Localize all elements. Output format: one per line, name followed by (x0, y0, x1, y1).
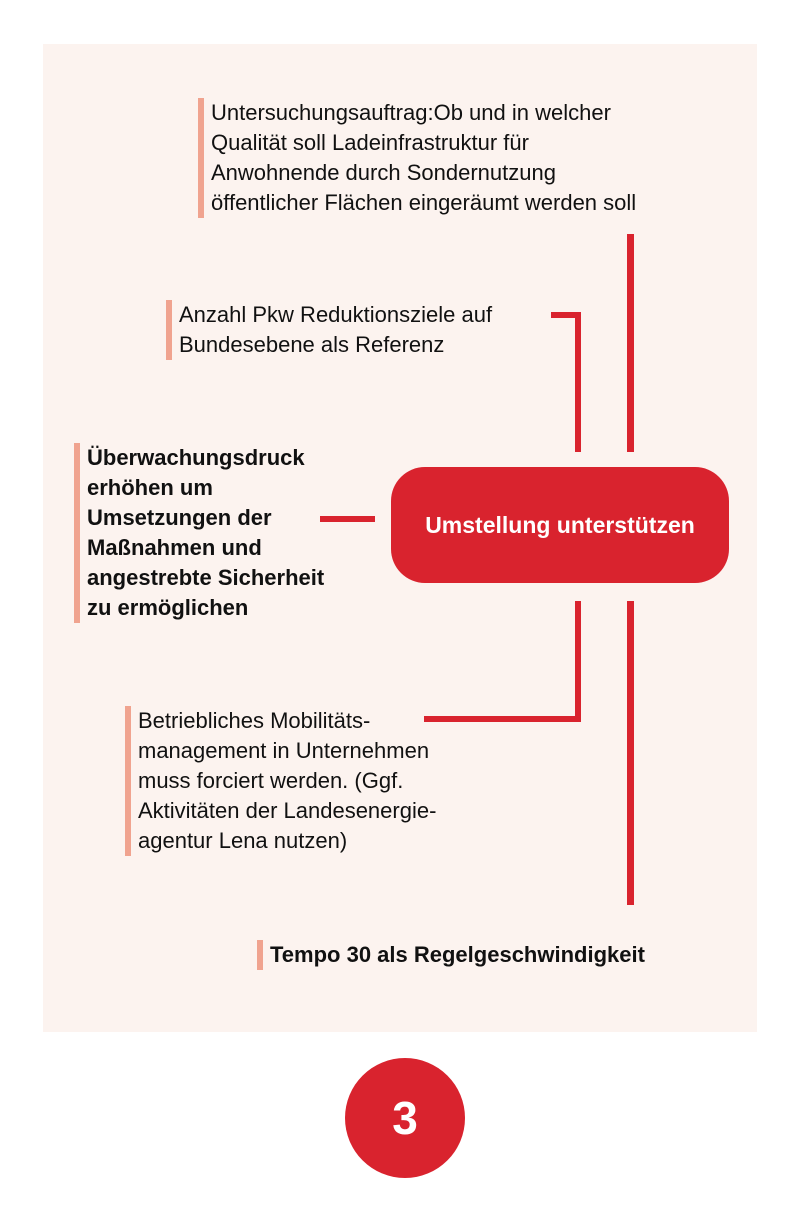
connector-line-pkw-vertical (575, 312, 581, 452)
connector-line-tempo30 (627, 601, 634, 905)
note-ueberwachungsdruck: Überwachungsdruck erhöhen um Umsetzungen der Maßnahmen und angestrebte Sicherheit zu ermöglichen (74, 443, 324, 623)
central-node (391, 467, 729, 583)
connector-line-ueberwachung (320, 516, 375, 522)
central-node-label: Umstellung unterstützen (425, 511, 695, 538)
connector-line-mobilitaet-horizontal (424, 716, 581, 722)
note-pkw-reduktionsziele: Anzahl Pkw Reduktionsziele auf Bundesebene als Referenz (166, 300, 492, 360)
note-tempo-30: Tempo 30 als Regelgeschwindigkeit (257, 940, 645, 970)
connector-line-ladeinfrastruktur (627, 234, 634, 452)
note-ladeinfrastruktur: Untersuchungsauftrag:Ob und in welcher Qualität soll Ladeinfrastruktur für Anwohnende durch Sondernutzung öffentlicher Flächen eingeräumt werden soll (198, 98, 636, 218)
page-number-badge (345, 1058, 465, 1178)
connector-line-mobilitaet-vertical (575, 601, 581, 722)
note-mobilitaetsmanagement: Betriebliches Mobilitäts- management in Unternehmen muss forciert werden. (Ggf. Aktivitäten der Landesenergie- agentur Lena nutzen) (125, 706, 436, 856)
page-number-label: 3 (392, 1092, 418, 1144)
